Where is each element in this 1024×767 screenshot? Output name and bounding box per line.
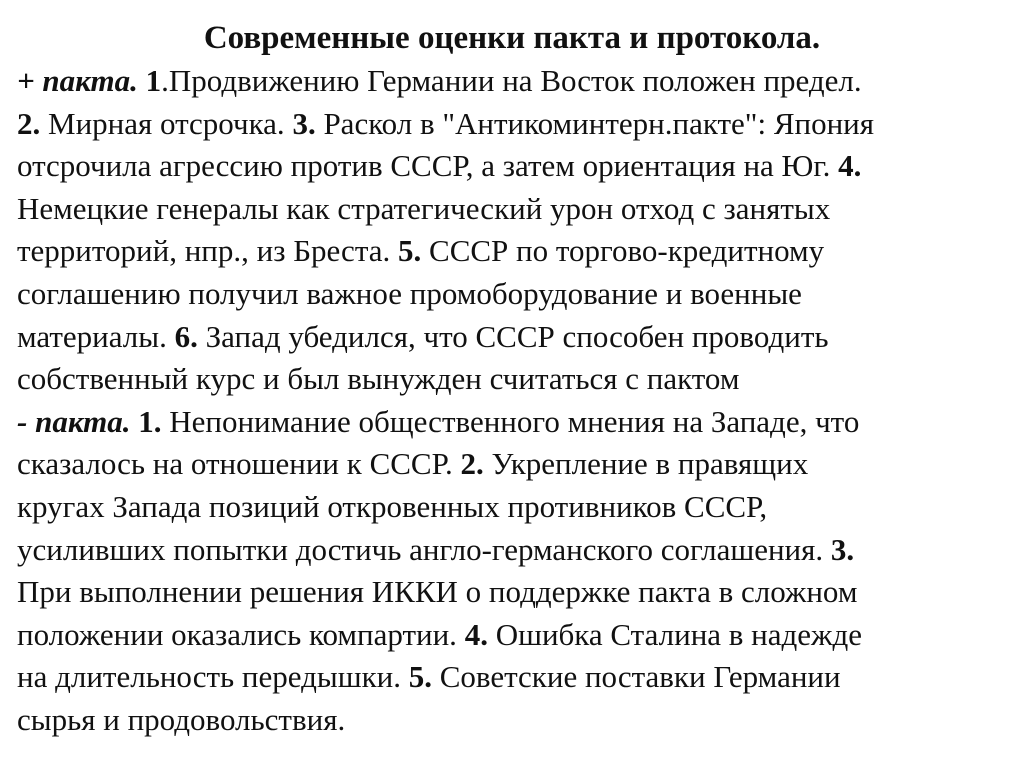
item-number: 4. xyxy=(464,616,488,652)
text-run: Запад убедился, что СССР способен проводить xyxy=(197,318,829,354)
item-number: 3. xyxy=(292,105,316,141)
text-line xyxy=(17,188,1012,231)
text-line xyxy=(17,230,1012,273)
text-run: материалы. xyxy=(17,318,175,354)
text-run: сказалось на отношении к СССР. xyxy=(17,446,461,482)
slide-title: Современные оценки пакта и протокола. xyxy=(203,20,821,56)
text-line xyxy=(17,529,1012,572)
cons-heading: - пакта. xyxy=(17,403,131,439)
text-line xyxy=(17,401,1012,444)
text-run: Укрепление в правящих xyxy=(483,446,809,482)
text-run: соглашению получил важное промоборудование и военные xyxy=(17,275,802,311)
text-run: усиливших попытки достичь англо-германского соглашения. xyxy=(17,531,831,567)
text-run: сырья и продовольствия. xyxy=(17,701,346,737)
text-line xyxy=(17,103,1012,146)
text-run: СССР по торгово-кредитному xyxy=(421,233,825,269)
text-run: собственный курс и был вынужден считаться с пактом xyxy=(17,361,740,397)
text-run xyxy=(138,63,146,98)
text-line xyxy=(17,699,1012,742)
text-line xyxy=(17,273,1012,316)
item-number: 2. xyxy=(17,105,41,141)
text-run: территорий, нпр., из Бреста. xyxy=(17,233,399,269)
text-run: .Продвижению Германии на Восток положен предел. xyxy=(161,63,862,98)
pros-heading: + пакта. xyxy=(17,63,138,98)
text-line xyxy=(17,316,1012,359)
item-number: 5. xyxy=(408,659,432,695)
text-run: Непонимание общественного мнения на Западе, что xyxy=(161,403,860,439)
text-line xyxy=(17,486,1012,529)
text-run: Немецкие генералы как стратегический урон отход с занятых xyxy=(17,190,831,226)
text-run: Раскол в "Антикоминтерн.пакте": Япония xyxy=(315,105,875,141)
item-number: 5. xyxy=(398,233,422,269)
text-run: кругах Запада позиций откровенных противников СССР, xyxy=(17,488,768,524)
text-line xyxy=(17,145,1012,188)
item-number: 6. xyxy=(174,318,198,354)
item-number: 4. xyxy=(838,148,862,184)
text-line xyxy=(17,443,1012,486)
item-number: 1. xyxy=(138,403,162,439)
text-run: Ошибка Сталина в надежде xyxy=(487,616,863,652)
item-number: 2. xyxy=(460,446,484,482)
text-run: При выполнении решения ИККИ о поддержке пакта в сложном xyxy=(17,574,858,610)
text-run: отсрочила агрессию против СССР, а затем ориентация на Юг. xyxy=(17,148,839,184)
text-line xyxy=(17,571,1012,614)
text-run: положении оказались компартии. xyxy=(17,616,465,652)
item-number: 1 xyxy=(145,63,162,98)
slide-body xyxy=(17,60,1012,742)
text-line xyxy=(17,60,1012,103)
text-line xyxy=(17,656,1012,699)
text-run: на длительность передышки. xyxy=(17,659,409,695)
item-number: 3. xyxy=(830,531,855,567)
text-run: Советские поставки Германии xyxy=(431,659,841,695)
text-line xyxy=(17,614,1012,657)
text-line xyxy=(17,358,1012,401)
text-run: Мирная отсрочка. xyxy=(40,105,293,141)
